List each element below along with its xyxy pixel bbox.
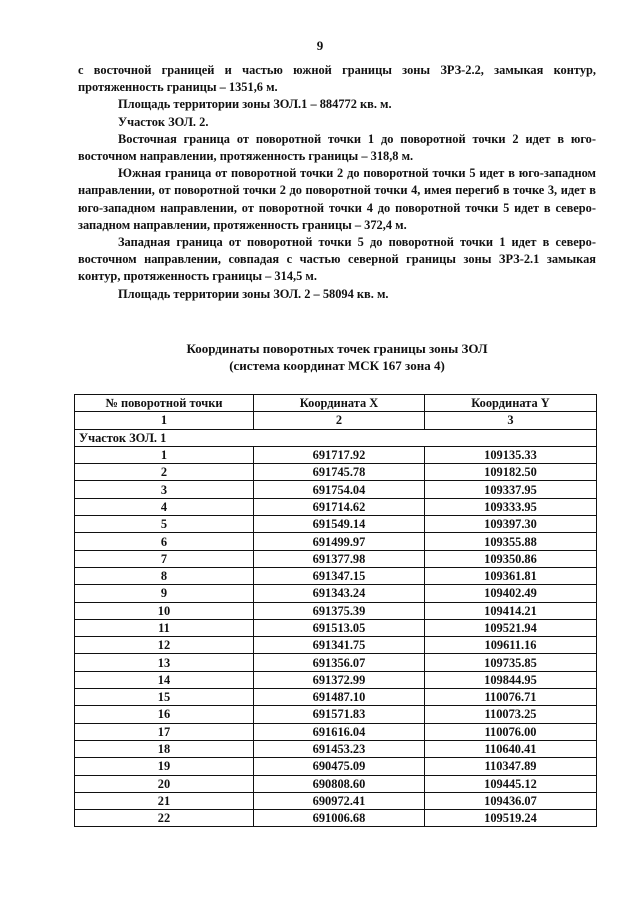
table-row	[75, 585, 597, 602]
cell-coord-y: 109445.12	[425, 775, 597, 792]
cell-coord-y: 109414.21	[425, 602, 597, 619]
cell-point-number: 17	[75, 723, 254, 740]
cell-point-number: 15	[75, 689, 254, 706]
cell-coord-x: 691377.98	[254, 550, 425, 567]
cell-point-number: 20	[75, 775, 254, 792]
cell-coord-x: 691341.75	[254, 637, 425, 654]
cell-point-number: 4	[75, 498, 254, 515]
paragraph: Площадь территории зоны ЗОЛ. 2 – 58094 кв. м.	[118, 286, 389, 301]
section-row	[75, 429, 597, 446]
cell-coord-y: 109135.33	[425, 446, 597, 463]
header-coord-y: Координата Y	[425, 395, 597, 412]
cell-coord-y: 109519.24	[425, 810, 597, 827]
cell-coord-x: 690808.60	[254, 775, 425, 792]
cell-coord-x: 691571.83	[254, 706, 425, 723]
header-point-number: № поворотной точки	[75, 395, 254, 412]
table-row	[75, 619, 597, 636]
cell-coord-x: 691006.68	[254, 810, 425, 827]
header-coord-x: Координата X	[254, 395, 425, 412]
table-row	[75, 567, 597, 584]
cell-coord-y: 110640.41	[425, 740, 597, 757]
cell-coord-y: 110076.71	[425, 689, 597, 706]
table-row	[75, 464, 597, 481]
table-row	[75, 810, 597, 827]
cell-coord-y: 109397.30	[425, 516, 597, 533]
table-title	[78, 340, 596, 374]
page-number: 9	[316, 38, 324, 53]
cell-point-number: 5	[75, 516, 254, 533]
table-row	[75, 602, 597, 619]
paragraph: Западная граница от поворотной точки 5 до поворотной точки 1 идет в северо-восточном направлении, совпадая с частью северной границы зоны ЗРЗ-2.1 замыкая контур, протяженность границы – 314,5 м.	[78, 235, 596, 284]
cell-point-number: 7	[75, 550, 254, 567]
cell-coord-y: 109337.95	[425, 481, 597, 498]
cell-coord-y: 109350.86	[425, 550, 597, 567]
cell-coord-x: 691343.24	[254, 585, 425, 602]
cell-point-number: 14	[75, 671, 254, 688]
table-row	[75, 723, 597, 740]
table-row	[75, 671, 597, 688]
cell-coord-y: 109402.49	[425, 585, 597, 602]
cell-point-number: 11	[75, 619, 254, 636]
paragraph: Площадь территории зоны ЗОЛ.1 – 884772 кв. м.	[118, 97, 392, 112]
table-row	[75, 533, 597, 550]
cell-coord-y: 109735.85	[425, 654, 597, 671]
cell-coord-x: 691375.39	[254, 602, 425, 619]
cell-point-number: 10	[75, 602, 254, 619]
table-row	[75, 654, 597, 671]
cell-point-number: 19	[75, 758, 254, 775]
cell-coord-y: 110347.89	[425, 758, 597, 775]
cell-coord-y: 109361.81	[425, 567, 597, 584]
cell-coord-x: 691453.23	[254, 740, 425, 757]
table-header-row	[75, 395, 597, 412]
cell-point-number: 2	[75, 464, 254, 481]
paragraph: Южная граница от поворотной точки 2 до поворотной точки 5 идет в юго-западном направлении, от поворотной точки 2 до поворотной точки 4, имея перегиб в точке 3, идет в юго-западном направлении, от поворотной точки 4 до поворотной точки 5 идет в северо-западном направлении, протяженность границы – 372,4 м.	[78, 166, 596, 232]
table-row	[75, 516, 597, 533]
cell-coord-y: 110076.00	[425, 723, 597, 740]
cell-point-number: 16	[75, 706, 254, 723]
table-row	[75, 792, 597, 809]
body-text	[78, 62, 596, 303]
cell-point-number: 3	[75, 481, 254, 498]
cell-point-number: 6	[75, 533, 254, 550]
cell-coord-x: 691714.62	[254, 498, 425, 515]
cell-coord-y: 109436.07	[425, 792, 597, 809]
cell-coord-y: 109355.88	[425, 533, 597, 550]
cell-coord-y: 109182.50	[425, 464, 597, 481]
column-number: 3	[425, 412, 597, 429]
cell-coord-x: 691347.15	[254, 567, 425, 584]
table-row	[75, 481, 597, 498]
cell-point-number: 9	[75, 585, 254, 602]
table-row	[75, 637, 597, 654]
cell-coord-x: 691616.04	[254, 723, 425, 740]
cell-coord-x: 691549.14	[254, 516, 425, 533]
paragraph: Восточная граница от поворотной точки 1 до поворотной точки 2 идет в юго-восточном направлении, протяженность границы – 318,8 м.	[78, 131, 596, 164]
cell-point-number: 13	[75, 654, 254, 671]
table-row	[75, 498, 597, 515]
column-number: 2	[254, 412, 425, 429]
table-row	[75, 446, 597, 463]
table-row	[75, 758, 597, 775]
column-number-row	[75, 412, 597, 429]
coordinates-table	[74, 394, 597, 827]
cell-coord-y: 109521.94	[425, 619, 597, 636]
table-body	[75, 446, 597, 827]
column-number: 1	[75, 412, 254, 429]
cell-coord-x: 690972.41	[254, 792, 425, 809]
cell-coord-y: 110073.25	[425, 706, 597, 723]
table-row	[75, 550, 597, 567]
cell-coord-x: 691372.99	[254, 671, 425, 688]
cell-point-number: 8	[75, 567, 254, 584]
section-label: Участок ЗОЛ. 1	[75, 429, 597, 446]
cell-coord-y: 109333.95	[425, 498, 597, 515]
table-subtitle-line: (система координат МСК 167 зона 4)	[229, 358, 445, 373]
cell-coord-x: 691717.92	[254, 446, 425, 463]
table-row	[75, 706, 597, 723]
table-row	[75, 689, 597, 706]
table-title-line: Координаты поворотных точек границы зоны ЗОЛ	[186, 341, 488, 356]
cell-point-number: 1	[75, 446, 254, 463]
cell-coord-x: 691499.97	[254, 533, 425, 550]
cell-point-number: 18	[75, 740, 254, 757]
cell-coord-x: 691513.05	[254, 619, 425, 636]
cell-coord-x: 691754.04	[254, 481, 425, 498]
table-row	[75, 775, 597, 792]
cell-point-number: 22	[75, 810, 254, 827]
paragraph: с восточной границей и частью южной границы зоны ЗРЗ-2.2, замыкая контур, протяженность границы – 1351,6 м.	[78, 63, 596, 95]
cell-coord-x: 691745.78	[254, 464, 425, 481]
cell-coord-y: 109844.95	[425, 671, 597, 688]
cell-coord-y: 109611.16	[425, 637, 597, 654]
cell-point-number: 12	[75, 637, 254, 654]
paragraph: Участок ЗОЛ. 2.	[118, 114, 209, 129]
cell-coord-x: 690475.09	[254, 758, 425, 775]
table-row	[75, 740, 597, 757]
cell-coord-x: 691487.10	[254, 689, 425, 706]
cell-coord-x: 691356.07	[254, 654, 425, 671]
cell-point-number: 21	[75, 792, 254, 809]
